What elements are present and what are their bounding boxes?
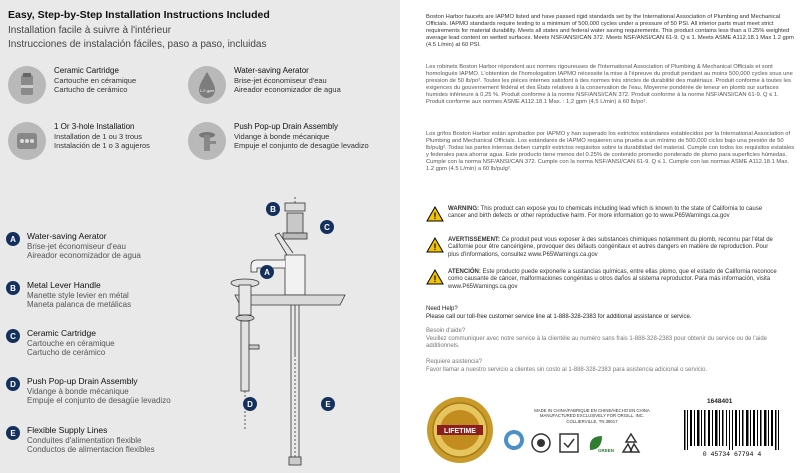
feature-es: Aireador economizador de agua bbox=[234, 85, 341, 94]
green-leaf-icon bbox=[584, 432, 616, 458]
help-question-en: Need Help? bbox=[426, 306, 458, 312]
warning-text: This product can expose you to chemicals including lead which is known to the state of California to cause cancer and birth defects or other reproductive harm. For more information go to www.P65Warnings.ca.gov bbox=[448, 206, 763, 220]
water-drop-icon bbox=[188, 66, 226, 104]
feature-fr: Vidange à bonde mécanique bbox=[234, 131, 330, 141]
cupc-icon bbox=[530, 432, 552, 454]
legend-en: Water-saving Aerator bbox=[27, 231, 107, 241]
legend-fr: Conduites d'alimentation flexible bbox=[27, 435, 142, 445]
legend-es: Aireador economizador de agua bbox=[27, 251, 141, 261]
legend-fr: Brise-jet économiseur d'eau bbox=[27, 241, 126, 251]
warning-lead: AVERTISSEMENT: bbox=[448, 237, 500, 243]
warning-lead: WARNING: bbox=[448, 206, 479, 212]
legend-item-c bbox=[6, 329, 115, 358]
feature-en: Ceramic Cartridge bbox=[54, 66, 119, 75]
feature-en: 1 Or 3-hole Installation bbox=[54, 122, 135, 131]
feature-en: Water-saving Aerator bbox=[234, 66, 309, 75]
svg-text:!: ! bbox=[433, 242, 437, 252]
help-question-es: Requiere asistencia? bbox=[426, 359, 483, 365]
warning-en bbox=[426, 206, 778, 222]
legend-fr: Vidange à bonde mécanique bbox=[27, 386, 129, 396]
legend-es: Cartucho de cerámico bbox=[27, 348, 106, 358]
diagram-callout: A bbox=[260, 265, 274, 279]
cartridge-icon bbox=[8, 66, 46, 104]
made-in-block bbox=[522, 408, 662, 424]
manufactured-for: MANUFACTURED EXCLUSIVELY FOR ORGILL, INC. bbox=[539, 413, 645, 419]
feature-fr: Cartouche en céramique bbox=[54, 75, 137, 85]
legend-badge: D bbox=[6, 377, 20, 391]
legend-badge: B bbox=[6, 281, 20, 295]
warning-text: Ce produit peut vous exposer à des substances chimiques notamment du plomb, reconnu par l'état de Californie pour être cancérigène, provoquer des défauts congénitaux et autres dangers en matière de reproduction. Pour plus d'informations, consultez www.P65Warnings.ca.gov bbox=[448, 237, 773, 258]
paragraph-fr: Les robinets Boston Harbor répondent aux normes rigoureuses de l'International Association of Plumbing & Mechanical Officials et sont homologués IAPMO. L'obtention de l'homologation IAPMO nécessite la mise à l'épreuve du produit pendant au moins 500,000 cycles sous une pression de 50 lb/po². Toutes les pièces internes satisfont à des normes très strictes de durabilité des matériaux. Produit conforme à toutes les exigences du gouvernement fédéral et des États relatives à la conservation de l'eau. Moyenne pondérée de teneur en plomb sur surfaces humides inférieure à 0,25 %. Produit conforme à la norme NSF/ANSI/CAN 372. Produit conforme à la norme NSF/ANSI/CAN 61-9. Q ≤ 1. Produit conforme aux normes ASME A112.18.1 Max. : 1,2 gpm (4,5 L/min) à 60 lb/po². bbox=[426, 64, 793, 106]
diagram-callout: D bbox=[243, 397, 257, 411]
certification-mark-icon bbox=[558, 432, 580, 454]
feature-fr: Brise-jet économiseur d'eau bbox=[234, 75, 327, 85]
warning-fr bbox=[426, 237, 778, 259]
legend-en: Ceramic Cartridge bbox=[27, 328, 96, 338]
faucet-icon bbox=[8, 122, 46, 160]
svg-text:!: ! bbox=[433, 211, 437, 221]
feature-fr: Installation de 1 ou 3 trous bbox=[54, 131, 142, 141]
help-answer-es: Favor llamar a nuestro servicio a clientes sin costo al 1-888-328-2383 para asistencia adicional o servicio. bbox=[426, 367, 708, 373]
drain-icon bbox=[188, 122, 226, 160]
warning-es bbox=[426, 269, 778, 291]
feature-aerator bbox=[188, 66, 341, 104]
green-label bbox=[584, 432, 616, 458]
help-question-fr: Besoin d'aide? bbox=[426, 328, 466, 334]
warning-icon bbox=[426, 269, 444, 285]
title-fr: Installation facile à suivre à l'intérieur bbox=[8, 25, 172, 36]
legend-es: Maneta palanca de metálicas bbox=[27, 300, 132, 310]
warning-lead: ATENCIÓN: bbox=[448, 269, 481, 275]
feature-drain bbox=[188, 122, 369, 160]
legend-badge: E bbox=[6, 426, 20, 440]
legend-item-d bbox=[6, 377, 171, 406]
legend-fr: Cartouche en céramique bbox=[27, 338, 115, 348]
legend-badge: A bbox=[6, 232, 20, 246]
lifetime-text: LIFETIME bbox=[444, 428, 476, 435]
water-certification-icon bbox=[503, 428, 525, 458]
barcode-number: 0 45734 67794 4 bbox=[702, 451, 762, 458]
legend-badge: C bbox=[6, 329, 20, 343]
help-answer-en: Please call our toll-free customer service line at 1-888-328-2383 for additional assistance or service. bbox=[426, 314, 692, 320]
legend-en: Flexible Supply Lines bbox=[27, 425, 108, 435]
recycle-icon bbox=[620, 432, 642, 456]
drop-label: 1.2 gpm bbox=[199, 88, 215, 93]
city: COLLIERVILLE, TN 38017 bbox=[566, 418, 618, 424]
legend-fr: Manette style levier en métal bbox=[27, 290, 129, 300]
green-text: GREEN bbox=[598, 448, 615, 453]
legend-es: Conductos de alimentacion flexibles bbox=[27, 445, 155, 455]
legend-en: Metal Lever Handle bbox=[27, 280, 101, 290]
diagram-callout: E bbox=[321, 397, 335, 411]
diagram-callout: B bbox=[266, 202, 280, 216]
faucet-diagram bbox=[215, 195, 395, 470]
legend-item-b bbox=[6, 281, 131, 310]
legend-es: Empuje el conjunto de desagüe levadizo bbox=[27, 396, 171, 406]
feature-installation bbox=[8, 122, 150, 160]
lifetime-warranty-seal bbox=[425, 395, 495, 465]
paragraph-en: Boston Harbor faucets are IAPMO listed and have passed rigid standards set by the International Association of Plumbing and Mechanical Officials. IAPMO standards require testing to a minimum of 500,000 cycles under a pressure of 50 PSI. All interior parts must meet strict requirements for material durability. Meets all states and federal water saving requirements. This product contains less than a 0.25% weighted average lead content on wetted surfaces. Meets NSF/ANSI/CAN 372. Meets NSF/ANSI/CAN 61-9. Q ≤ 1. Meets ASME A112.18.1 Max 1.2 gpm (4.5 L/min) at 60 PSI. bbox=[426, 14, 794, 49]
warning-text: Este producto puede exponerle a sustancias químicas, entre ellas plomo, que el estado de California reconoce como causante de cáncer, malformaciones congénitas u otros daños al sistema reproductor. Para más información, visita www.P65Warnings.ca.gov bbox=[448, 269, 777, 290]
feature-en: Push Pop-up Drain Assembly bbox=[234, 122, 339, 131]
product-code: 1648401 bbox=[707, 398, 733, 405]
legend-item-e bbox=[6, 426, 155, 455]
paragraph-es: Los grifos Boston Harbor están aprobados por IAPMO y han superado los estrictos estándares establecidos por la International Association of Plumbing and Mechanical Officials. Los estándares de IAPMO requieren una prueba a un mínimo de 500,000 ciclos bajo una presión de 50 lb/pulg². Todas las partes internas deben cumplir estrictos requisitos sobre la durabilidad del material. Cumple con todos los requisitos estatales y federales para ahorrar agua. Este producto tiene menos del 0.25% de contenido promedio ponderado de plomo para superficies húmedas. Cumple con la norma NSF/ANSI/CAN 372. Cumple con la norma NSF/ANSI/CAN 61-9. Q ≤ 1. Cumple con las normas ASME A112.18.1 Max. 1.2 gpm (4.5 L/min) a 60 lb/pulg². bbox=[426, 131, 795, 173]
feature-es: Instalación de 1 o 3 agujeros bbox=[54, 141, 150, 150]
legend-en: Push Pop-up Drain Assembly bbox=[27, 376, 138, 386]
warning-icon bbox=[426, 206, 444, 222]
feature-es: Empuje el conjunto de desagüe levadizo bbox=[234, 141, 369, 150]
barcode bbox=[680, 408, 790, 458]
feature-es: Cartucho de cerámico bbox=[54, 85, 128, 94]
diagram-callout: C bbox=[320, 220, 334, 234]
made-in: MADE IN CHINA/FABRIQUE EN CHINE/HECHO EN CHINA bbox=[534, 408, 650, 413]
title-en: Easy, Step-by-Step Installation Instructions Included bbox=[8, 9, 270, 21]
help-answer-fr: Veuillez communiquer avec notre service à la clientèle au numéro sans frais 1-888-328-2383 pour obtenir du service ou de l'aide additionnels. bbox=[426, 336, 768, 350]
legend-item-a bbox=[6, 232, 141, 261]
feature-cartridge bbox=[8, 66, 136, 104]
warning-icon bbox=[426, 237, 444, 253]
svg-text:!: ! bbox=[433, 274, 437, 284]
title-es: Instrucciones de instalación fáciles, paso a paso, incluidas bbox=[8, 39, 267, 50]
